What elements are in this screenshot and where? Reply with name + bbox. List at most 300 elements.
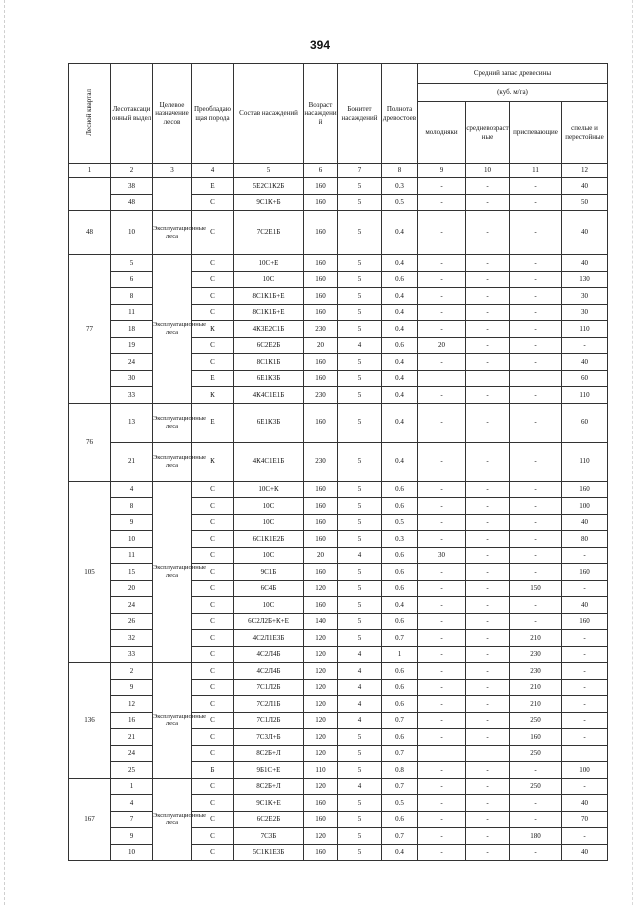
bonitet-cell: 4 — [338, 547, 382, 564]
middle-cell: - — [466, 679, 510, 696]
bonitet-cell: 5 — [338, 828, 382, 845]
density-cell: 0.6 — [382, 481, 418, 498]
maturing-cell: - — [510, 547, 562, 564]
maturing-cell: 210 — [510, 630, 562, 647]
composition-cell: 5С1К1Е3Б — [234, 844, 304, 861]
quarter-cell — [69, 178, 111, 211]
vydel-cell: 24 — [111, 745, 153, 762]
middle-cell: - — [466, 354, 510, 371]
middle-cell: - — [466, 403, 510, 442]
composition-cell: 4К4С1Е1Б — [234, 387, 304, 404]
density-cell: 1 — [382, 646, 418, 663]
bonitet-cell: 5 — [338, 795, 382, 812]
bonitet-cell: 4 — [338, 663, 382, 680]
density-cell: 0.7 — [382, 828, 418, 845]
middle-cell: - — [466, 811, 510, 828]
table-row — [69, 194, 608, 211]
age-cell: 120 — [304, 679, 338, 696]
bonitet-cell: 4 — [338, 337, 382, 354]
vydel-cell: 5 — [111, 255, 153, 272]
species-cell: С — [192, 580, 234, 597]
bonitet-cell: 5 — [338, 194, 382, 211]
bonitet-cell: 4 — [338, 712, 382, 729]
composition-cell: 9С1Б — [234, 564, 304, 581]
mature-cell: 60 — [562, 370, 608, 387]
composition-cell: 6Е1К3Б — [234, 370, 304, 387]
vydel-cell: 7 — [111, 811, 153, 828]
age-cell: 120 — [304, 729, 338, 746]
bonitet-cell: 5 — [338, 762, 382, 779]
age-cell: 160 — [304, 531, 338, 548]
vydel-cell: 10 — [111, 844, 153, 861]
maturing-cell: - — [510, 337, 562, 354]
middle-cell: - — [466, 194, 510, 211]
table-row — [69, 613, 608, 630]
middle-cell: - — [466, 778, 510, 795]
density-cell: 0.6 — [382, 547, 418, 564]
composition-cell: 7С2Л1Б — [234, 696, 304, 713]
composition-cell: 7С3Л+Б — [234, 729, 304, 746]
column-number: 8 — [382, 164, 418, 178]
bonitet-cell: 5 — [338, 597, 382, 614]
age-cell: 120 — [304, 580, 338, 597]
species-cell: С — [192, 630, 234, 647]
maturing-cell: - — [510, 442, 562, 481]
young-cell: - — [418, 762, 466, 779]
quarter-cell: 77 — [69, 255, 111, 404]
bonitet-cell: 5 — [338, 844, 382, 861]
bonitet-cell: 5 — [338, 442, 382, 481]
bonitet-cell: 5 — [338, 354, 382, 371]
column-number: 12 — [562, 164, 608, 178]
mature-cell: 70 — [562, 811, 608, 828]
scan-edge-right — [632, 0, 633, 905]
table-row — [69, 354, 608, 371]
age-cell: 160 — [304, 178, 338, 195]
young-cell — [418, 370, 466, 387]
header-middle: средневозрастные — [466, 102, 510, 164]
bonitet-cell: 5 — [338, 255, 382, 272]
middle-cell: - — [466, 729, 510, 746]
density-cell: 0.4 — [382, 403, 418, 442]
bonitet-cell: 4 — [338, 679, 382, 696]
mature-cell: - — [562, 696, 608, 713]
middle-cell: - — [466, 321, 510, 338]
composition-cell: 10С — [234, 547, 304, 564]
age-cell: 120 — [304, 630, 338, 647]
middle-cell: - — [466, 178, 510, 195]
mature-cell: 40 — [562, 795, 608, 812]
species-cell: С — [192, 679, 234, 696]
vydel-cell: 10 — [111, 211, 153, 255]
maturing-cell: - — [510, 531, 562, 548]
age-cell: 160 — [304, 403, 338, 442]
table-row — [69, 712, 608, 729]
species-cell: С — [192, 811, 234, 828]
header-species: Преобладающая порода — [192, 64, 234, 164]
maturing-cell: - — [510, 811, 562, 828]
young-cell: - — [418, 564, 466, 581]
young-cell: - — [418, 795, 466, 812]
bonitet-cell: 5 — [338, 514, 382, 531]
middle-cell: - — [466, 442, 510, 481]
table-row — [69, 178, 608, 195]
forest-inventory-table — [68, 63, 608, 861]
density-cell: 0.6 — [382, 696, 418, 713]
bonitet-cell: 5 — [338, 531, 382, 548]
age-cell: 160 — [304, 481, 338, 498]
species-cell: С — [192, 531, 234, 548]
bonitet-cell: 5 — [338, 271, 382, 288]
mature-cell: 130 — [562, 271, 608, 288]
density-cell: 0.6 — [382, 580, 418, 597]
column-number: 9 — [418, 164, 466, 178]
density-cell: 0.7 — [382, 630, 418, 647]
age-cell: 160 — [304, 288, 338, 305]
young-cell: - — [418, 679, 466, 696]
bonitet-cell: 5 — [338, 498, 382, 515]
table-row — [69, 762, 608, 779]
mature-cell: 40 — [562, 354, 608, 371]
maturing-cell: 250 — [510, 712, 562, 729]
density-cell: 0.5 — [382, 514, 418, 531]
species-cell: Е — [192, 370, 234, 387]
density-cell: 0.4 — [382, 387, 418, 404]
species-cell: Е — [192, 178, 234, 195]
composition-cell: 4К4С1Е1Б — [234, 442, 304, 481]
column-number: 7 — [338, 164, 382, 178]
vydel-cell: 21 — [111, 442, 153, 481]
young-cell: - — [418, 255, 466, 272]
composition-cell: 7С1Л2Б — [234, 712, 304, 729]
density-cell: 0.4 — [382, 288, 418, 305]
table-row — [69, 547, 608, 564]
table-row — [69, 370, 608, 387]
vydel-cell: 26 — [111, 613, 153, 630]
composition-cell: 6С2Е2Б — [234, 811, 304, 828]
table-row — [69, 844, 608, 861]
species-cell: С — [192, 271, 234, 288]
column-number: 5 — [234, 164, 304, 178]
vydel-cell: 20 — [111, 580, 153, 597]
species-cell: С — [192, 337, 234, 354]
vydel-cell: 12 — [111, 696, 153, 713]
quarter-cell: 105 — [69, 481, 111, 663]
density-cell: 0.6 — [382, 337, 418, 354]
maturing-cell: 160 — [510, 729, 562, 746]
composition-cell: 8С1К1Б — [234, 354, 304, 371]
table-row — [69, 729, 608, 746]
bonitet-cell: 5 — [338, 613, 382, 630]
mature-cell: 30 — [562, 288, 608, 305]
density-cell: 0.4 — [382, 211, 418, 255]
composition-cell: 6Е1К3Б — [234, 403, 304, 442]
bonitet-cell: 4 — [338, 646, 382, 663]
density-cell: 0.8 — [382, 762, 418, 779]
age-cell: 230 — [304, 321, 338, 338]
vydel-cell: 8 — [111, 288, 153, 305]
maturing-cell: 250 — [510, 778, 562, 795]
middle-cell: - — [466, 795, 510, 812]
density-cell: 0.6 — [382, 498, 418, 515]
young-cell — [418, 745, 466, 762]
table-row — [69, 778, 608, 795]
purpose-cell: Эксплуатационные леса — [153, 663, 192, 779]
composition-cell: 10С — [234, 498, 304, 515]
young-cell: 20 — [418, 337, 466, 354]
young-cell: - — [418, 194, 466, 211]
maturing-cell: - — [510, 194, 562, 211]
header-stock-group: Средний запас древесины — [418, 64, 608, 84]
purpose-cell: Эксплуатационные леса — [153, 481, 192, 663]
composition-cell: 8С1К1Б+Е — [234, 304, 304, 321]
header-mature: спелые и перестойные — [562, 102, 608, 164]
table-row — [69, 630, 608, 647]
mature-cell: 100 — [562, 762, 608, 779]
bonitet-cell: 4 — [338, 696, 382, 713]
young-cell: - — [418, 304, 466, 321]
table-row — [69, 255, 608, 272]
composition-cell: 10С — [234, 597, 304, 614]
maturing-cell: - — [510, 498, 562, 515]
vydel-cell: 10 — [111, 531, 153, 548]
table-row — [69, 531, 608, 548]
bonitet-cell: 5 — [338, 403, 382, 442]
species-cell: Б — [192, 762, 234, 779]
vydel-cell: 15 — [111, 564, 153, 581]
vydel-cell: 9 — [111, 679, 153, 696]
density-cell: 0.3 — [382, 178, 418, 195]
maturing-cell: - — [510, 481, 562, 498]
age-cell: 140 — [304, 613, 338, 630]
age-cell: 160 — [304, 370, 338, 387]
age-cell: 160 — [304, 255, 338, 272]
table-row — [69, 795, 608, 812]
age-cell: 120 — [304, 778, 338, 795]
density-cell: 0.6 — [382, 729, 418, 746]
species-cell: С — [192, 646, 234, 663]
quarter-cell: 48 — [69, 211, 111, 255]
composition-cell: 8С2Б+Л — [234, 778, 304, 795]
vydel-cell: 32 — [111, 630, 153, 647]
mature-cell: - — [562, 679, 608, 696]
mature-cell: 160 — [562, 481, 608, 498]
vydel-cell: 18 — [111, 321, 153, 338]
vydel-cell: 11 — [111, 547, 153, 564]
vydel-cell: 1 — [111, 778, 153, 795]
young-cell: - — [418, 778, 466, 795]
composition-cell: 6С1К1Е2Б — [234, 531, 304, 548]
density-cell: 0.4 — [382, 442, 418, 481]
middle-cell: - — [466, 304, 510, 321]
maturing-cell: - — [510, 564, 562, 581]
table-row — [69, 321, 608, 338]
table-row — [69, 498, 608, 515]
maturing-cell: - — [510, 597, 562, 614]
species-cell: Е — [192, 403, 234, 442]
maturing-cell: - — [510, 211, 562, 255]
young-cell: - — [418, 387, 466, 404]
mature-cell: 40 — [562, 178, 608, 195]
column-number: 11 — [510, 164, 562, 178]
table-row — [69, 403, 608, 442]
density-cell: 0.7 — [382, 712, 418, 729]
age-cell: 20 — [304, 547, 338, 564]
composition-cell: 6С4Б — [234, 580, 304, 597]
table-row — [69, 481, 608, 498]
maturing-cell: 150 — [510, 580, 562, 597]
vydel-cell: 21 — [111, 729, 153, 746]
maturing-cell: - — [510, 354, 562, 371]
vydel-cell: 8 — [111, 498, 153, 515]
table-row — [69, 811, 608, 828]
species-cell: С — [192, 712, 234, 729]
middle-cell: - — [466, 613, 510, 630]
header-composition: Состав насаждений — [234, 64, 304, 164]
composition-cell: 7С2Е1Б — [234, 211, 304, 255]
column-number: 4 — [192, 164, 234, 178]
page-number: 394 — [309, 38, 331, 52]
density-cell: 0.6 — [382, 663, 418, 680]
mature-cell: 110 — [562, 387, 608, 404]
composition-cell: 9Б1С+Е — [234, 762, 304, 779]
age-cell: 120 — [304, 663, 338, 680]
header-stock-unit: (куб. м/га) — [418, 84, 608, 102]
vydel-cell: 2 — [111, 663, 153, 680]
column-number: 3 — [153, 164, 192, 178]
header-maturing: приспевающие — [510, 102, 562, 164]
header-purpose: Целевое назначение лесов — [153, 64, 192, 164]
quarter-cell: 136 — [69, 663, 111, 779]
header-vydel: Лесотаксационный выдел — [111, 64, 153, 164]
bonitet-cell: 5 — [338, 288, 382, 305]
vydel-cell: 30 — [111, 370, 153, 387]
mature-cell: 60 — [562, 403, 608, 442]
middle-cell: - — [466, 271, 510, 288]
mature-cell: 40 — [562, 514, 608, 531]
vydel-cell: 4 — [111, 481, 153, 498]
mature-cell: - — [562, 663, 608, 680]
young-cell: - — [418, 211, 466, 255]
maturing-cell: - — [510, 844, 562, 861]
vydel-cell: 33 — [111, 387, 153, 404]
maturing-cell: 230 — [510, 663, 562, 680]
species-cell: К — [192, 442, 234, 481]
middle-cell — [466, 370, 510, 387]
density-cell: 0.4 — [382, 354, 418, 371]
middle-cell: - — [466, 531, 510, 548]
density-cell: 0.4 — [382, 321, 418, 338]
species-cell: С — [192, 729, 234, 746]
purpose-cell: Эксплуатационные леса — [153, 255, 192, 404]
species-cell: С — [192, 828, 234, 845]
density-cell: 0.4 — [382, 304, 418, 321]
column-number: 1 — [69, 164, 111, 178]
maturing-cell: - — [510, 304, 562, 321]
maturing-cell: - — [510, 271, 562, 288]
composition-cell: 4К3Е2С1Б — [234, 321, 304, 338]
maturing-cell: - — [510, 387, 562, 404]
mature-cell: - — [562, 778, 608, 795]
middle-cell: - — [466, 844, 510, 861]
bonitet-cell: 5 — [338, 211, 382, 255]
density-cell: 0.5 — [382, 795, 418, 812]
composition-cell: 10С+К — [234, 481, 304, 498]
mature-cell: 40 — [562, 255, 608, 272]
maturing-cell — [510, 370, 562, 387]
middle-cell: - — [466, 547, 510, 564]
species-cell: С — [192, 547, 234, 564]
age-cell: 110 — [304, 762, 338, 779]
scan-edge-left — [4, 0, 5, 905]
header-quarter: Лесной квартал — [69, 64, 111, 164]
purpose-cell: Эксплуатационные леса — [153, 403, 192, 442]
vydel-cell: 11 — [111, 304, 153, 321]
middle-cell: - — [466, 211, 510, 255]
species-cell: С — [192, 696, 234, 713]
composition-cell: 4С2Л1Е3Б — [234, 630, 304, 647]
mature-cell: - — [562, 828, 608, 845]
composition-cell: 5Е2С1К2Б — [234, 178, 304, 195]
vydel-cell: 38 — [111, 178, 153, 195]
middle-cell: - — [466, 514, 510, 531]
species-cell: К — [192, 387, 234, 404]
vydel-cell: 24 — [111, 597, 153, 614]
density-cell: 0.7 — [382, 745, 418, 762]
density-cell: 0.6 — [382, 271, 418, 288]
table-row — [69, 696, 608, 713]
mature-cell: - — [562, 580, 608, 597]
column-number: 6 — [304, 164, 338, 178]
table-row — [69, 679, 608, 696]
maturing-cell: 210 — [510, 679, 562, 696]
middle-cell: - — [466, 597, 510, 614]
middle-cell: - — [466, 255, 510, 272]
purpose-cell: Эксплуатационные леса — [153, 211, 192, 255]
bonitet-cell: 5 — [338, 481, 382, 498]
purpose-cell — [153, 178, 192, 211]
composition-cell: 8С1К1Б+Е — [234, 288, 304, 305]
density-cell: 0.5 — [382, 194, 418, 211]
young-cell: - — [418, 646, 466, 663]
purpose-cell: Эксплуатационные леса — [153, 778, 192, 861]
bonitet-cell: 5 — [338, 321, 382, 338]
purpose-cell: Эксплуатационные леса — [153, 442, 192, 481]
middle-cell: - — [466, 663, 510, 680]
species-cell: С — [192, 564, 234, 581]
age-cell: 120 — [304, 745, 338, 762]
young-cell: - — [418, 613, 466, 630]
middle-cell: - — [466, 630, 510, 647]
young-cell: - — [418, 663, 466, 680]
mature-cell: 40 — [562, 211, 608, 255]
maturing-cell: 230 — [510, 646, 562, 663]
table-row — [69, 288, 608, 305]
age-cell: 120 — [304, 712, 338, 729]
age-cell: 120 — [304, 696, 338, 713]
age-cell: 160 — [304, 844, 338, 861]
age-cell: 160 — [304, 211, 338, 255]
maturing-cell: - — [510, 514, 562, 531]
bonitet-cell: 5 — [338, 304, 382, 321]
table-row — [69, 564, 608, 581]
density-cell: 0.6 — [382, 613, 418, 630]
vydel-cell: 19 — [111, 337, 153, 354]
quarter-cell: 76 — [69, 403, 111, 481]
density-cell: 0.4 — [382, 597, 418, 614]
composition-cell: 6С2Е2Б — [234, 337, 304, 354]
bonitet-cell: 5 — [338, 370, 382, 387]
